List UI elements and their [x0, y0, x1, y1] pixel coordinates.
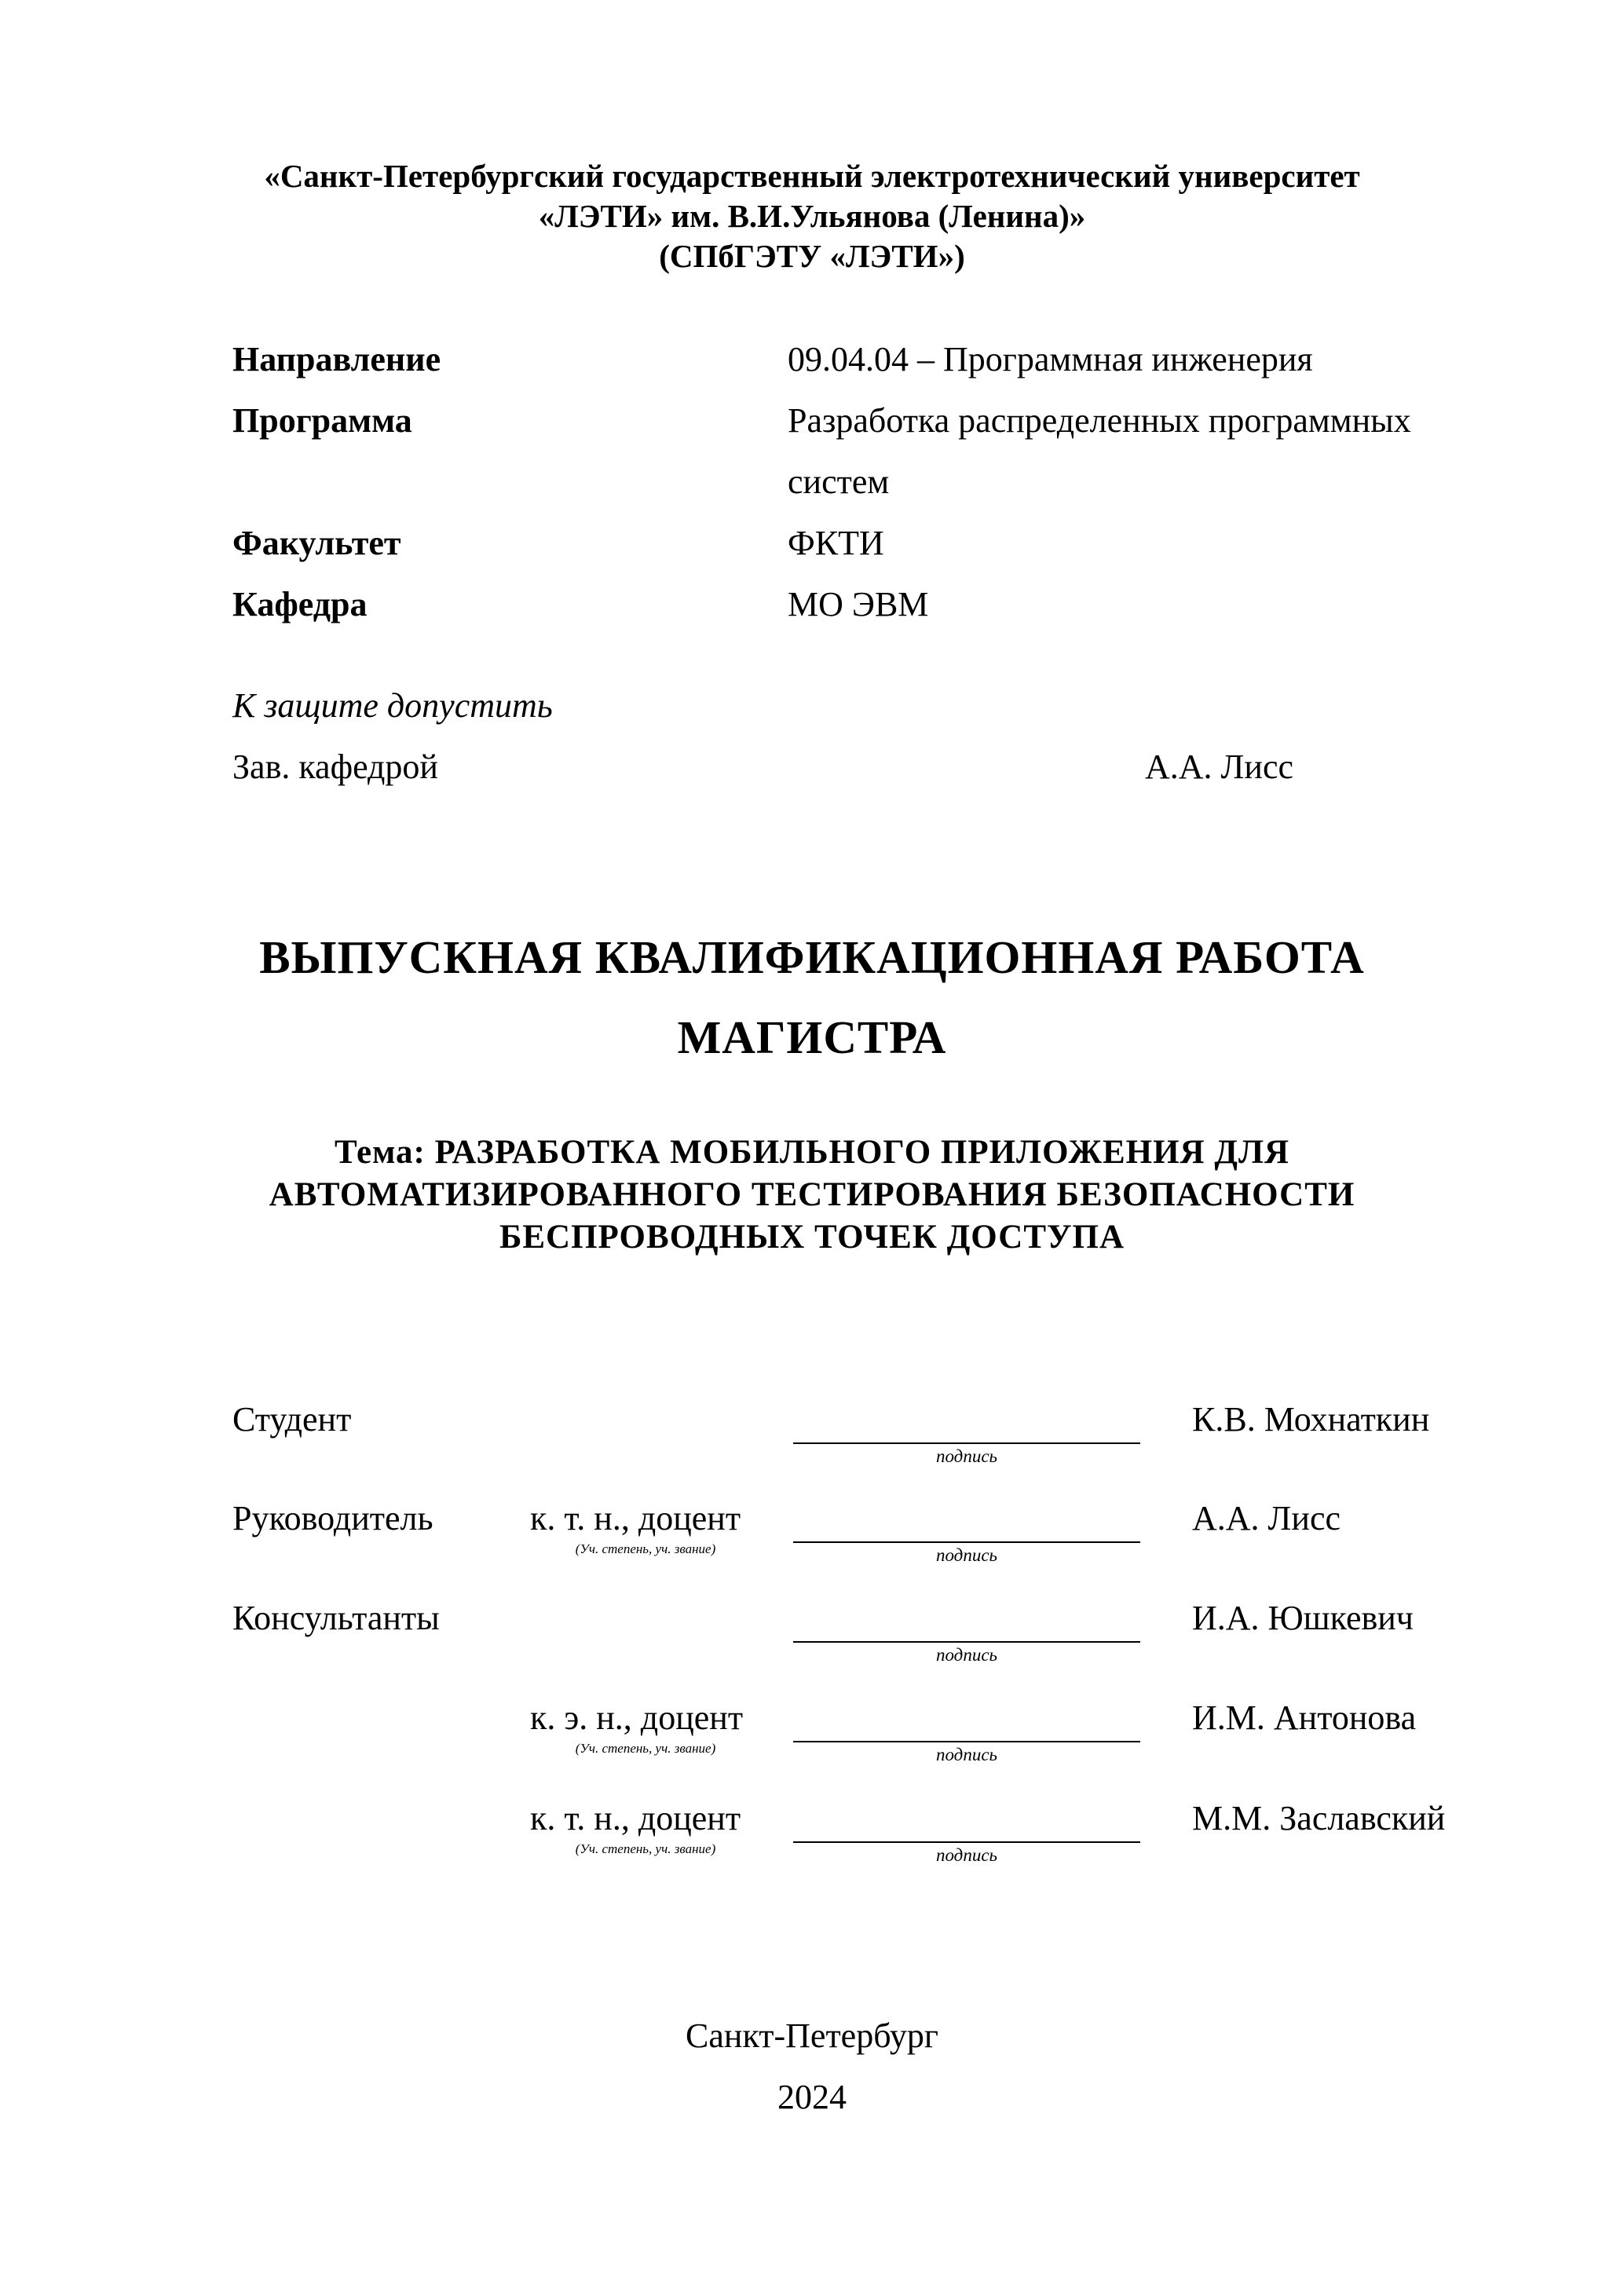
faculty-label: Факультет — [232, 524, 401, 562]
student-signature-caption: подпись — [935, 1446, 997, 1466]
consultant-2-degree: к. э. н., доцент — [530, 1698, 744, 1737]
consultant-1-signature-line — [793, 1641, 1140, 1643]
supervisor-signature-line — [793, 1541, 1140, 1543]
topic-line-2: АВТОМАТИЗИРОВАННОГО ТЕСТИРОВАНИЯ БЕЗОПАСНОСТИ — [269, 1176, 1355, 1213]
consultant-3-degree-caption: (Уч. степень, уч. звание) — [575, 1841, 716, 1856]
supervisor-role: Руководитель — [232, 1499, 433, 1537]
department-value: МО ЭВМ — [788, 585, 929, 623]
faculty-value: ФКТИ — [788, 524, 884, 562]
consultant-2-degree-caption: (Уч. степень, уч. звание) — [575, 1741, 716, 1756]
program-label: Программа — [232, 401, 412, 440]
document-title-line-1: ВЫПУСКНАЯ КВАЛИФИКАЦИОННАЯ РАБОТА — [259, 931, 1365, 983]
consultant-3-signature-line — [793, 1841, 1140, 1843]
university-name-line-2: «ЛЭТИ» им. В.И.Ульянова (Ленина)» — [538, 198, 1086, 234]
program-value-line-1: Разработка распределенных программных — [788, 401, 1411, 440]
consultant-3-signature-caption: подпись — [935, 1845, 997, 1865]
department-head-name: А.А. Лисс — [1145, 748, 1293, 786]
topic-line-1: Тема: РАЗРАБОТКА МОБИЛЬНОГО ПРИЛОЖЕНИЯ ДЛЯ — [334, 1134, 1290, 1171]
consultant-3-degree: к. т. н., доцент — [530, 1799, 741, 1837]
direction-label: Направление — [232, 340, 441, 378]
city: Санкт-Петербург — [686, 2016, 938, 2055]
admission-text: К защите допустить — [232, 686, 553, 725]
supervisor-signature-caption: подпись — [935, 1545, 997, 1565]
student-role: Студент — [232, 1400, 352, 1439]
supervisor-degree: к. т. н., доцент — [530, 1499, 741, 1537]
consultant-3-name: М.М. Заславский — [1192, 1799, 1446, 1837]
consultants-role: Консультанты — [232, 1599, 440, 1637]
consultant-1-name: И.А. Юшкевич — [1192, 1599, 1414, 1637]
university-short-name: (СПбГЭТУ «ЛЭТИ») — [659, 238, 965, 274]
department-head-label: Зав. кафедрой — [232, 748, 438, 786]
consultant-1-signature-caption: подпись — [935, 1645, 997, 1665]
direction-value: 09.04.04 – Программная инженерия — [788, 340, 1313, 378]
student-name: К.В. Мохнаткин — [1192, 1400, 1430, 1439]
consultant-2-name: И.М. Антонова — [1192, 1698, 1417, 1737]
document-title-line-2: МАГИСТРА — [677, 1011, 947, 1063]
department-label: Кафедра — [232, 585, 368, 623]
supervisor-name: А.А. Лисс — [1192, 1499, 1341, 1537]
program-value-line-2: систем — [788, 462, 890, 501]
university-name-line-1: «Санкт-Петербургский государственный электротехнический университет — [264, 158, 1360, 194]
topic-line-3: БЕСПРОВОДНЫХ ТОЧЕК ДОСТУПА — [499, 1219, 1125, 1256]
student-signature-line — [793, 1442, 1140, 1444]
year: 2024 — [777, 2078, 847, 2116]
supervisor-degree-caption: (Уч. степень, уч. звание) — [575, 1541, 716, 1556]
consultant-2-signature-line — [793, 1741, 1140, 1742]
consultant-2-signature-caption: подпись — [935, 1745, 997, 1764]
